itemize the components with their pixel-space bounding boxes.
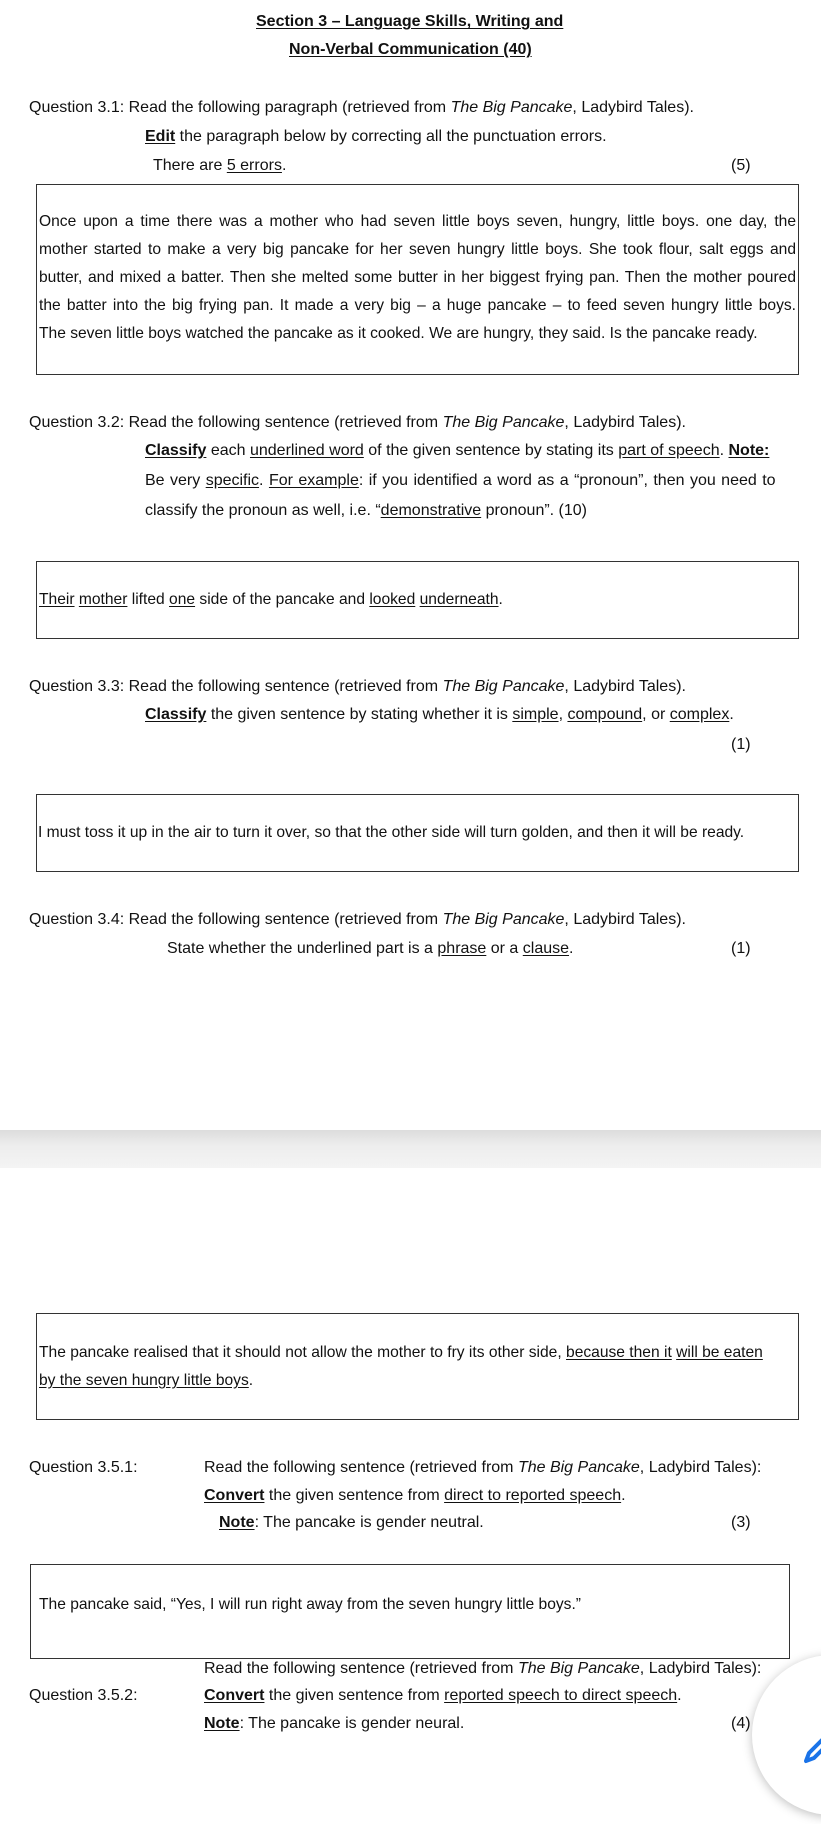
q31-errors-count: There are 5 errors. bbox=[153, 157, 287, 174]
q351-note: Note: The pancake is gender neutral. bbox=[219, 1514, 484, 1531]
q351-sentence: The pancake said, “Yes, I will run right away from the seven hungry little boys.” bbox=[39, 1596, 581, 1613]
q352-instruction: Convert the given sentence from reported speech to direct speech. bbox=[204, 1687, 682, 1704]
q33-heading: Question 3.3: Read the following sentence (retrieved from The Big Pancake, Ladybird Tales). bbox=[29, 678, 686, 695]
q31-instruction: Edit the paragraph below by correcting all the punctuation errors. bbox=[145, 128, 607, 145]
paragraph-line: butter, and mixed a batter. Then she melted some butter in her biggest frying pan. Then the mother poured bbox=[39, 269, 796, 286]
q32-instruction-line2: Be very specific. For example: if you identified a word as a “pronoun”, then you need to bbox=[145, 472, 776, 489]
pencil-icon bbox=[800, 1727, 821, 1767]
q352-number: Question 3.5.2: bbox=[29, 1687, 138, 1704]
q351-heading: Read the following sentence (retrieved from The Big Pancake, Ladybird Tales): bbox=[204, 1459, 762, 1476]
q32-instruction-line3: classify the pronoun as well, i.e. “demonstrative pronoun”. (10) bbox=[145, 502, 588, 519]
section-title-line1: Section 3 – Language Skills, Writing and bbox=[256, 13, 564, 30]
q34-sentence-box bbox=[36, 1313, 799, 1420]
q31-marks: (5) bbox=[731, 157, 751, 174]
q34-heading: Question 3.4: Read the following sentence (retrieved from The Big Pancake, Ladybird Tales). bbox=[29, 911, 686, 928]
q33-instruction: Classify the given sentence by stating whether it is simple, compound, or complex. bbox=[145, 706, 734, 723]
q351-number: Question 3.5.1: bbox=[29, 1459, 138, 1476]
q34-sentence-line2: by the seven hungry little boys. bbox=[39, 1372, 254, 1389]
q351-instruction: Convert the given sentence from direct to reported speech. bbox=[204, 1487, 626, 1504]
q34-instruction: State whether the underlined part is a phrase or a clause. bbox=[167, 940, 574, 957]
q32-heading: Question 3.2: Read the following sentence (retrieved from The Big Pancake, Ladybird Tales). bbox=[29, 414, 686, 431]
q33-sentence: I must toss it up in the air to turn it over, so that the other side will turn golden, and then it will be ready. bbox=[38, 824, 745, 841]
q352-heading: Read the following sentence (retrieved from The Big Pancake, Ladybird Tales): bbox=[204, 1660, 762, 1677]
paragraph-line: the batter into the big frying pan. It made a very big – a huge pancake – to feed seven hungry little boys. bbox=[39, 297, 796, 314]
q33-marks: (1) bbox=[731, 736, 751, 753]
q32-sentence: Their mother lifted one side of the pancake and looked underneath. bbox=[39, 591, 503, 608]
q31-heading: Question 3.1: Read the following paragraph (retrieved from The Big Pancake, Ladybird Tales). bbox=[29, 99, 694, 116]
paragraph-line: mother started to make a very big pancake for her seven hungry little boys. She took flour, salt eggs and bbox=[39, 241, 796, 258]
edit-fab-button[interactable] bbox=[752, 1655, 821, 1815]
page-break bbox=[0, 1130, 821, 1168]
section-title-line2: Non-Verbal Communication (40) bbox=[289, 41, 532, 58]
q34-marks: (1) bbox=[731, 940, 751, 957]
q34-sentence-line1: The pancake realised that it should not allow the mother to fry its other side, because then it will be eaten bbox=[39, 1344, 763, 1361]
paragraph-line: The seven little boys watched the pancake as it cooked. We are hungry, they said. Is the pancake ready. bbox=[39, 325, 758, 342]
q351-marks: (3) bbox=[731, 1514, 751, 1531]
q31-paragraph bbox=[39, 208, 796, 348]
paragraph-line: Once upon a time there was a mother who had seven little boys seven, hungry, little boys. one day, the bbox=[39, 213, 796, 230]
q32-instruction-line1: Classify each underlined word of the given sentence by stating its part of speech. Note: bbox=[145, 442, 770, 459]
q352-marks: (4) bbox=[731, 1715, 751, 1732]
q352-note: Note: The pancake is gender neural. bbox=[204, 1715, 465, 1732]
